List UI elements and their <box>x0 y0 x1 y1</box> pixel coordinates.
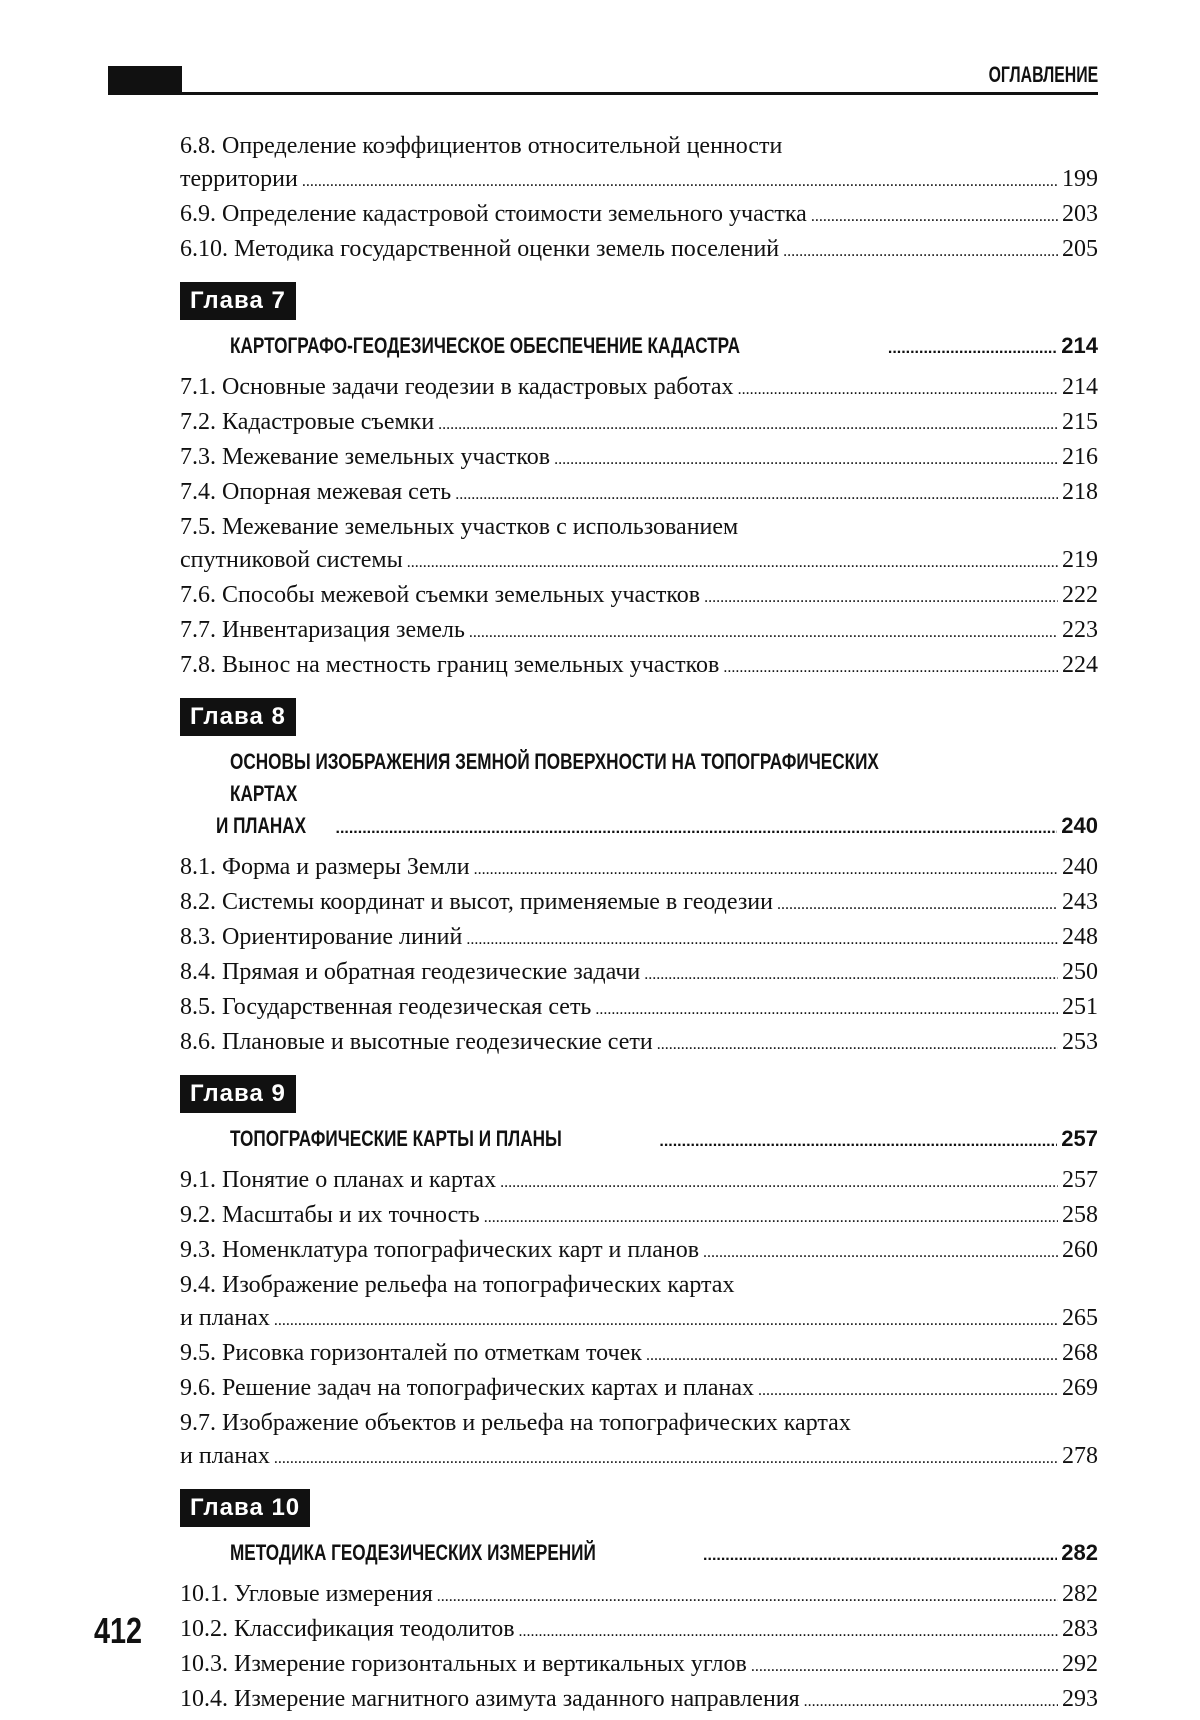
toc-entry[interactable] <box>180 1164 1098 1199</box>
chapter-page: 282 <box>1061 1540 1098 1565</box>
toc-entry-text: 6.9. Определение кадастровой стоимости земельного участка <box>180 201 807 227</box>
chapter-label: Глава 9 <box>180 1075 296 1113</box>
dot-leader <box>519 1613 1058 1648</box>
toc-entry-text: 9.6. Решение задач на топографических картах и планах <box>180 1375 755 1401</box>
toc-entry[interactable] <box>180 1648 1098 1683</box>
dot-leader <box>484 1199 1058 1234</box>
toc-entry-page: 251 <box>1062 994 1098 1020</box>
chapter-label: Глава 8 <box>180 698 296 736</box>
toc-entry-text: 10.4. Измерение магнитного азимута заданного направления <box>180 1686 800 1712</box>
toc-entry-text: 7.3. Межевание земельных участков <box>180 444 551 470</box>
toc-entry-page: 243 <box>1062 889 1098 915</box>
toc-entry-page: 215 <box>1062 409 1098 435</box>
toc-entry[interactable] <box>180 1683 1098 1718</box>
toc-entry[interactable] <box>180 649 1098 684</box>
toc-entry-page: 265 <box>1062 1305 1098 1331</box>
header-rule <box>108 92 1098 95</box>
toc-entry-text: 7.4. Опорная межевая сеть <box>180 479 452 505</box>
dot-leader <box>758 1372 1058 1407</box>
dot-leader <box>657 1026 1058 1061</box>
dot-leader <box>888 330 1057 365</box>
toc-entry[interactable] <box>180 1337 1098 1372</box>
toc-entry-text: 8.3. Ориентирование линий <box>180 924 463 950</box>
toc-entry[interactable] <box>180 886 1098 921</box>
toc-entry-text: и планах <box>180 1443 270 1469</box>
dot-leader <box>336 810 1058 845</box>
chapter-title[interactable] <box>230 1123 1098 1158</box>
toc-entry-page: 253 <box>1062 1029 1098 1055</box>
chapter-title[interactable] <box>230 330 1098 365</box>
chapter-page: 257 <box>1061 1126 1098 1151</box>
toc-entry[interactable] <box>180 921 1098 956</box>
toc-entry[interactable] <box>180 1372 1098 1407</box>
dot-leader <box>437 1578 1058 1613</box>
toc-entry[interactable] <box>180 1026 1098 1061</box>
toc-entry-line1: 9.7. Изображение объектов и рельефа на топографических картах <box>180 1410 851 1436</box>
toc-entry-text: 10.1. Угловые измерения <box>180 1581 433 1607</box>
toc-entry-page: 292 <box>1062 1651 1098 1677</box>
toc-entry-page: 282 <box>1062 1581 1098 1607</box>
dot-leader <box>783 233 1058 268</box>
chapter-title-text: КАРТОГРАФО-ГЕОДЕЗИЧЕСКОЕ ОБЕСПЕЧЕНИЕ КАДАСТРА <box>230 333 741 358</box>
toc-entry-text: 9.2. Масштабы и их точность <box>180 1202 480 1228</box>
chapter-page: 214 <box>1061 333 1098 358</box>
dot-leader <box>500 1164 1058 1199</box>
chapter-title-text: МЕТОДИКА ГЕОДЕЗИЧЕСКИХ ИЗМЕРЕНИЙ <box>230 1540 596 1565</box>
dot-leader <box>704 579 1058 614</box>
toc-entry-page: 222 <box>1062 582 1098 608</box>
toc-entry-text: спутниковой системы <box>180 547 403 573</box>
toc-entry[interactable] <box>180 614 1098 649</box>
toc-entry[interactable] <box>180 371 1098 406</box>
dot-leader <box>466 921 1058 956</box>
dot-leader <box>804 1683 1058 1718</box>
toc-entry-text: 10.3. Измерение горизонтальных и вертикальных углов <box>180 1651 747 1677</box>
toc-entry-page: 240 <box>1062 854 1098 880</box>
toc-entry-text: 8.6. Плановые и высотные геодезические сети <box>180 1029 653 1055</box>
chapter-page: 240 <box>1061 813 1098 838</box>
dot-leader <box>811 198 1058 233</box>
toc-entry[interactable] <box>180 130 1098 198</box>
toc-entry-page: 219 <box>1062 547 1098 573</box>
dot-leader <box>469 614 1058 649</box>
toc-entry-text: 8.5. Государственная геодезическая сеть <box>180 994 592 1020</box>
toc-entry-text: 7.1. Основные задачи геодезии в кадастровых работах <box>180 374 734 400</box>
toc-entry[interactable] <box>180 441 1098 476</box>
toc-entry-page: 293 <box>1062 1686 1098 1712</box>
chapter-title-line1: ОСНОВЫ ИЗОБРАЖЕНИЯ ЗЕМНОЙ ПОВЕРХНОСТИ НА ТОПОГРАФИЧЕСКИХ КАРТАХ <box>230 749 879 806</box>
toc-entry-text: 7.8. Вынос на местность границ земельных участков <box>180 652 720 678</box>
toc-entry-text: территории <box>180 166 298 192</box>
toc-entry-text: 8.2. Системы координат и высот, применяемые в геодезии <box>180 889 773 915</box>
dot-leader <box>455 476 1058 511</box>
toc-entry[interactable] <box>180 198 1098 233</box>
running-head: ОГЛАВЛЕНИЕ <box>988 62 1098 87</box>
toc-entry[interactable] <box>180 1407 1098 1475</box>
dot-leader <box>703 1234 1058 1269</box>
dot-leader <box>659 1123 1057 1158</box>
dot-leader <box>407 544 1058 579</box>
dot-leader <box>554 441 1058 476</box>
toc-entry[interactable] <box>180 406 1098 441</box>
toc-entry-page: 216 <box>1062 444 1098 470</box>
toc-entry-text: и планах <box>180 1305 270 1331</box>
toc-entry[interactable] <box>180 233 1098 268</box>
dot-leader <box>644 956 1058 991</box>
toc-entry[interactable] <box>180 1269 1098 1337</box>
toc-entry-text: 9.5. Рисовка горизонталей по отметкам точек <box>180 1340 642 1366</box>
header-black-bar <box>108 66 182 92</box>
toc-entry-page: 257 <box>1062 1167 1098 1193</box>
toc-entry-line1: 9.4. Изображение рельефа на топографических картах <box>180 1272 735 1298</box>
chapter-title-text: И ПЛАНАХ <box>216 813 307 838</box>
chapter-title[interactable] <box>230 1537 1098 1572</box>
toc-entry-page: 214 <box>1062 374 1098 400</box>
toc-entry-text: 7.7. Инвентаризация земель <box>180 617 465 643</box>
toc-entry[interactable] <box>180 511 1098 579</box>
toc-entry[interactable] <box>180 1578 1098 1613</box>
toc-entry-page: 250 <box>1062 959 1098 985</box>
dot-leader <box>723 649 1058 684</box>
toc-entry-page: 199 <box>1062 166 1098 192</box>
toc-entry-page: 224 <box>1062 652 1098 678</box>
table-of-contents <box>180 130 1098 1718</box>
toc-entry-page: 258 <box>1062 1202 1098 1228</box>
toc-entry[interactable] <box>180 579 1098 614</box>
dot-leader <box>302 163 1058 198</box>
toc-entry[interactable] <box>180 956 1098 991</box>
toc-entry-page: 260 <box>1062 1237 1098 1263</box>
toc-entry-page: 283 <box>1062 1616 1098 1642</box>
toc-entry-page: 218 <box>1062 479 1098 505</box>
toc-entry-text: 6.10. Методика государственной оценки земель поселений <box>180 236 780 262</box>
chapter-title-text: ТОПОГРАФИЧЕСКИЕ КАРТЫ И ПЛАНЫ <box>230 1126 562 1151</box>
toc-entry[interactable] <box>180 851 1098 886</box>
toc-entry-text: 8.4. Прямая и обратная геодезические задачи <box>180 959 641 985</box>
toc-entry-line1: 7.5. Межевание земельных участков с использованием <box>180 514 739 540</box>
toc-entry[interactable] <box>180 1234 1098 1269</box>
toc-entry-page: 269 <box>1062 1375 1098 1401</box>
toc-entry-text: 7.2. Кадастровые съемки <box>180 409 435 435</box>
chapter-title-cont[interactable] <box>216 810 1098 845</box>
toc-entry[interactable] <box>180 476 1098 511</box>
toc-entry[interactable] <box>180 991 1098 1026</box>
toc-entry[interactable] <box>180 1199 1098 1234</box>
dot-leader <box>274 1302 1058 1337</box>
page-number: 412 <box>94 1610 143 1651</box>
chapter-title[interactable] <box>230 746 1098 810</box>
toc-entry-page: 248 <box>1062 924 1098 950</box>
dot-leader <box>738 371 1058 406</box>
chapter-label: Глава 7 <box>180 282 296 320</box>
toc-entry-text: 8.1. Форма и размеры Земли <box>180 854 470 880</box>
dot-leader <box>777 886 1058 921</box>
toc-entry-text: 9.3. Номенклатура топографических карт и планов <box>180 1237 700 1263</box>
dot-leader <box>703 1537 1057 1572</box>
dot-leader <box>474 851 1058 886</box>
toc-entry-text: 9.1. Понятие о планах и картах <box>180 1167 497 1193</box>
toc-entry[interactable] <box>180 1613 1098 1648</box>
toc-entry-page: 223 <box>1062 617 1098 643</box>
toc-entry-page: 268 <box>1062 1340 1098 1366</box>
dot-leader <box>751 1648 1058 1683</box>
toc-entry-text: 7.6. Способы межевой съемки земельных участков <box>180 582 701 608</box>
toc-entry-line1: 6.8. Определение коэффициентов относительной ценности <box>180 133 783 159</box>
toc-entry-page: 278 <box>1062 1443 1098 1469</box>
toc-entry-page: 205 <box>1062 236 1098 262</box>
toc-entry-page: 203 <box>1062 201 1098 227</box>
dot-leader <box>646 1337 1058 1372</box>
dot-leader <box>274 1440 1058 1475</box>
dot-leader <box>595 991 1058 1026</box>
toc-entry-text: 10.2. Классификация теодолитов <box>180 1616 515 1642</box>
dot-leader <box>438 406 1058 441</box>
chapter-label: Глава 10 <box>180 1489 310 1527</box>
